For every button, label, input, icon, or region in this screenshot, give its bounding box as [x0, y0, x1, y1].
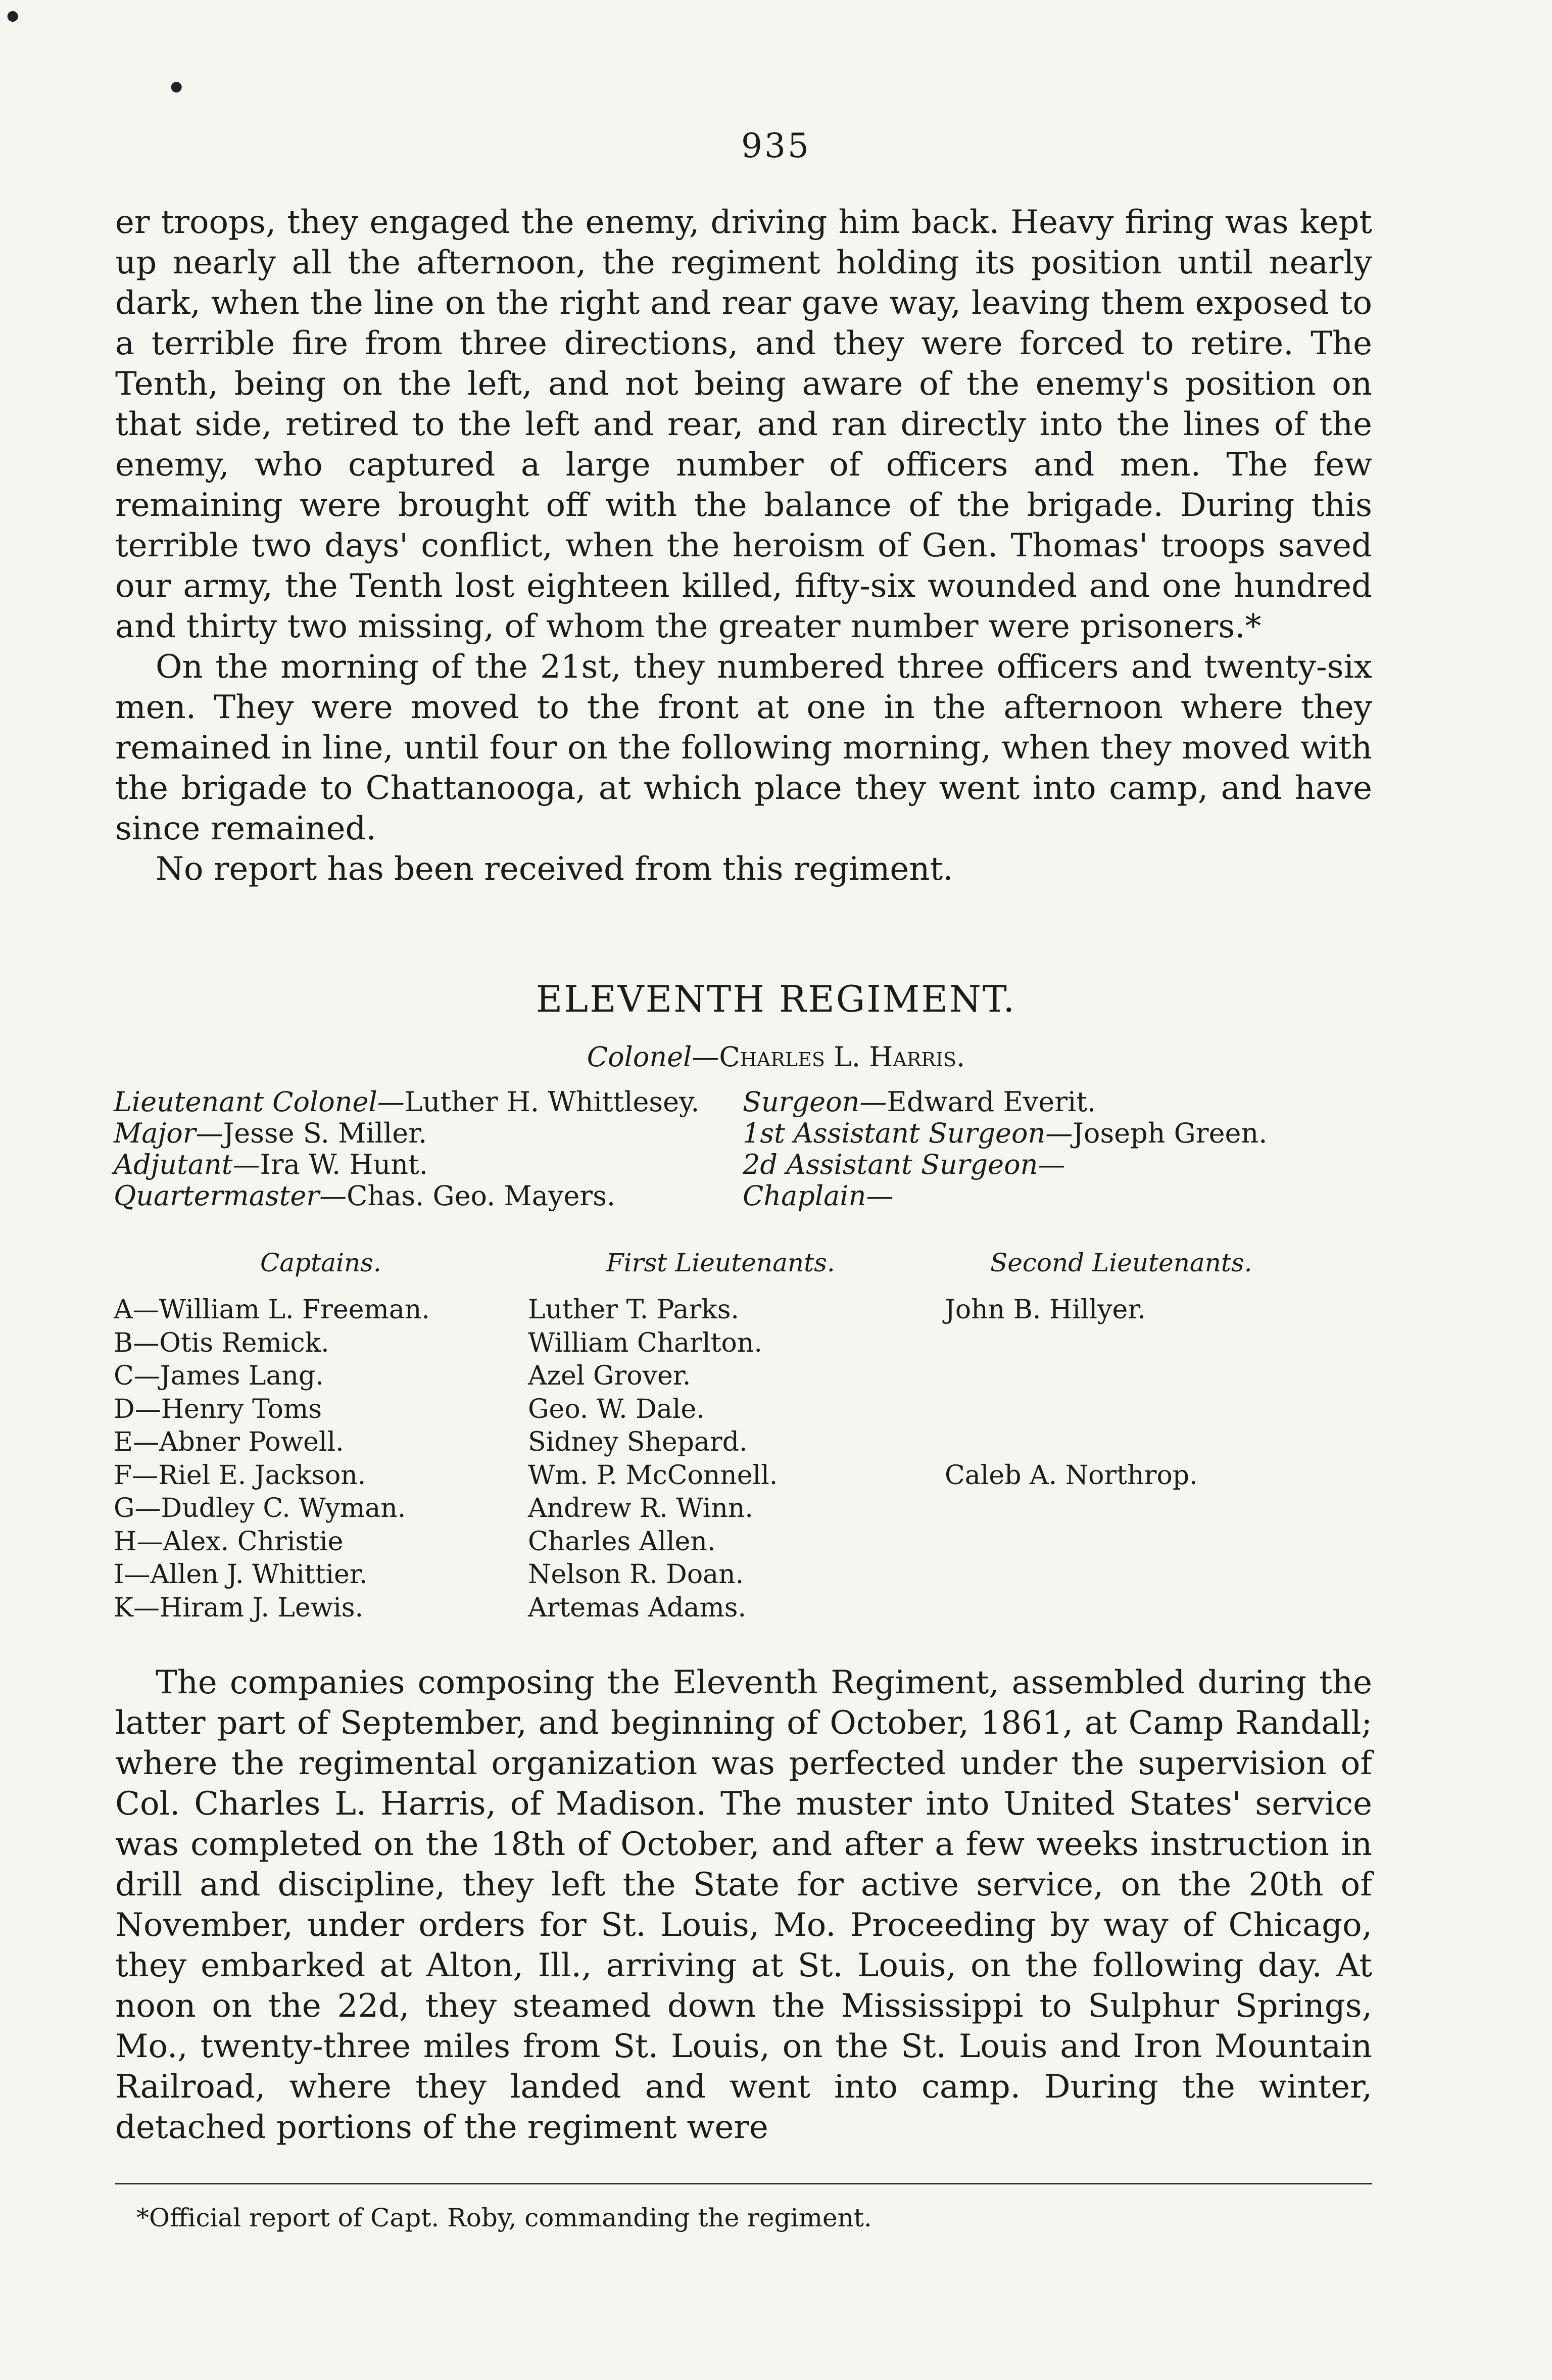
officer-title: Colonel— [587, 1041, 719, 1073]
list-item: Charles Allen. [528, 1526, 716, 1557]
second-lieutenants-list [945, 1294, 1198, 1625]
officer-name: Ira W. Hunt. [260, 1149, 428, 1180]
officer-name: Edward Everit. [887, 1086, 1096, 1118]
list-item: Azel Grover. [528, 1361, 691, 1391]
paragraph: On the morning of the 21st, they numbered three officers and twenty-six men. They were moved to the front at one in the afternoon where they remained in line, until four on the following morning, when they moved with the brigade to Chattanooga, at which place they went into camp, and have since remained. [115, 648, 1372, 847]
list-item [945, 1492, 1198, 1526]
list-item: Wm. P. McConnell. [528, 1460, 778, 1491]
officer-entry [114, 1180, 700, 1212]
list-item [945, 1327, 1198, 1360]
officer-title: Quartermaster— [114, 1180, 347, 1212]
officer-title: 2d Assistant Surgeon— [743, 1149, 1065, 1180]
colonel-line [0, 1041, 1552, 1073]
list-item [945, 1526, 1198, 1559]
officer-entry [743, 1086, 1267, 1118]
list-item: Luther T. Parks. [528, 1295, 739, 1325]
list-item: H—Alex. Christie [114, 1526, 344, 1557]
officer-title: Chaplain— [743, 1180, 894, 1212]
captains-header: Captains. [260, 1248, 381, 1277]
paragraph: The companies composing the Eleventh Regiment, assembled during the latter part of September, and beginning of October, 1861, at Camp Randall; where the regimental organization was perfected under the supervision of Col. Charles L. Harris, of Madison. The muster into United States' service was completed on the 18th of October, and after a few weeks instruction in drill and discipline, they left the State for active service, on the 20th of November, under orders for St. Louis, Mo. Proceeding by way of Chicago, they embarked at Alton, Ill., arriving at St. Louis, on the following day. At noon on the 22d, they steamed down the Mississippi to Sulphur Springs, Mo., twenty-three miles from St. Louis, on the St. Louis and Iron Mountain Railroad, where they landed and went into camp. During the winter, detached portions of the regiment were [115, 1664, 1372, 2146]
margin-mark: • [167, 71, 186, 106]
list-item: Sidney Shepard. [528, 1427, 748, 1457]
list-item: A—William L. Freeman. [114, 1295, 430, 1325]
officer-name: Joseph Green. [1073, 1117, 1268, 1149]
list-item: E—Abner Powell. [114, 1427, 344, 1457]
list-item [945, 1393, 1198, 1426]
list-item: William Charlton. [528, 1327, 762, 1358]
officer-title: Surgeon— [743, 1086, 887, 1118]
list-item: F—Riel E. Jackson. [114, 1460, 366, 1491]
list-item: Geo. W. Dale. [528, 1394, 705, 1424]
footnote-divider [115, 2183, 1372, 2184]
officer-entry [743, 1149, 1267, 1180]
officer-name: Chas. Geo. Mayers. [347, 1180, 616, 1212]
officer-entry [743, 1180, 1267, 1212]
list-item: D—Henry Toms [114, 1394, 322, 1424]
body-text-bottom [115, 1662, 1372, 2148]
footnote: *Official report of Capt. Roby, commanding the regiment. [136, 2203, 872, 2232]
officer-title: Lieutenant Colonel— [114, 1086, 405, 1118]
officer-entry [114, 1118, 700, 1149]
officer-name: Charles L. Harris. [719, 1041, 965, 1073]
officer-entry [114, 1149, 700, 1180]
list-item [945, 1426, 1198, 1459]
list-item: C—James Lang. [114, 1361, 324, 1391]
field-staff-right [743, 1086, 1267, 1212]
list-item: B—Otis Remick. [114, 1327, 329, 1358]
list-item: Andrew R. Winn. [528, 1493, 753, 1524]
officer-name: Jesse S. Miller. [223, 1117, 427, 1149]
paragraph: er troops, they engaged the enemy, driving him back. Heavy firing was kept up nearly all the afternoon, the regiment holding its position until nearly dark, when the line on the right and rear gave way, leaving them exposed to a terrible fire from three directions, and they were forced to retire. The Tenth, being on the left, and not being aware of the enemy's position on that side, retired to the left and rear, and ran directly into the lines of the enemy, who captured a large number of officers and men. The few remaining were brought off with the balance of the brigade. During this terrible two days' conflict, when the heroism of Gen. Thomas' troops saved our army, the Tenth lost eighteen killed, fifty-six wounded and one hundred and thirty two missing, of whom the greater number were prisoners.* [115, 204, 1372, 645]
list-item: G—Dudley C. Wyman. [114, 1493, 406, 1524]
officer-title: Adjutant— [114, 1149, 260, 1180]
list-item: Caleb A. Northrop. [945, 1460, 1198, 1491]
page-number: 935 [741, 126, 811, 165]
list-item: Nelson R. Doan. [528, 1559, 744, 1590]
list-item: John B. Hillyer. [945, 1295, 1146, 1325]
field-staff-left [114, 1086, 700, 1212]
first-lieutenants-list [528, 1294, 778, 1625]
list-item: Artemas Adams. [528, 1592, 746, 1623]
body-text-top [115, 202, 1372, 889]
first-lieutenants-header: First Lieutenants. [606, 1248, 835, 1277]
officer-name: Luther H. Whittlesey. [404, 1086, 700, 1118]
officer-entry [743, 1118, 1267, 1149]
list-item [945, 1558, 1198, 1592]
officer-title: Major— [114, 1117, 223, 1149]
officer-entry [114, 1086, 700, 1118]
list-item: K—Hiram J. Lewis. [114, 1592, 364, 1623]
officer-title: 1st Assistant Surgeon— [743, 1117, 1073, 1149]
list-item [945, 1360, 1198, 1393]
paragraph: No report has been received from this regiment. [156, 850, 953, 888]
margin-mark: • [3, 0, 23, 35]
list-item: I—Allen J. Whittier. [114, 1559, 368, 1590]
captains-list [114, 1294, 430, 1625]
section-heading: ELEVENTH REGIMENT. [536, 978, 1016, 1020]
second-lieutenants-header: Second Lieutenants. [990, 1248, 1252, 1277]
list-item [945, 1592, 1198, 1625]
